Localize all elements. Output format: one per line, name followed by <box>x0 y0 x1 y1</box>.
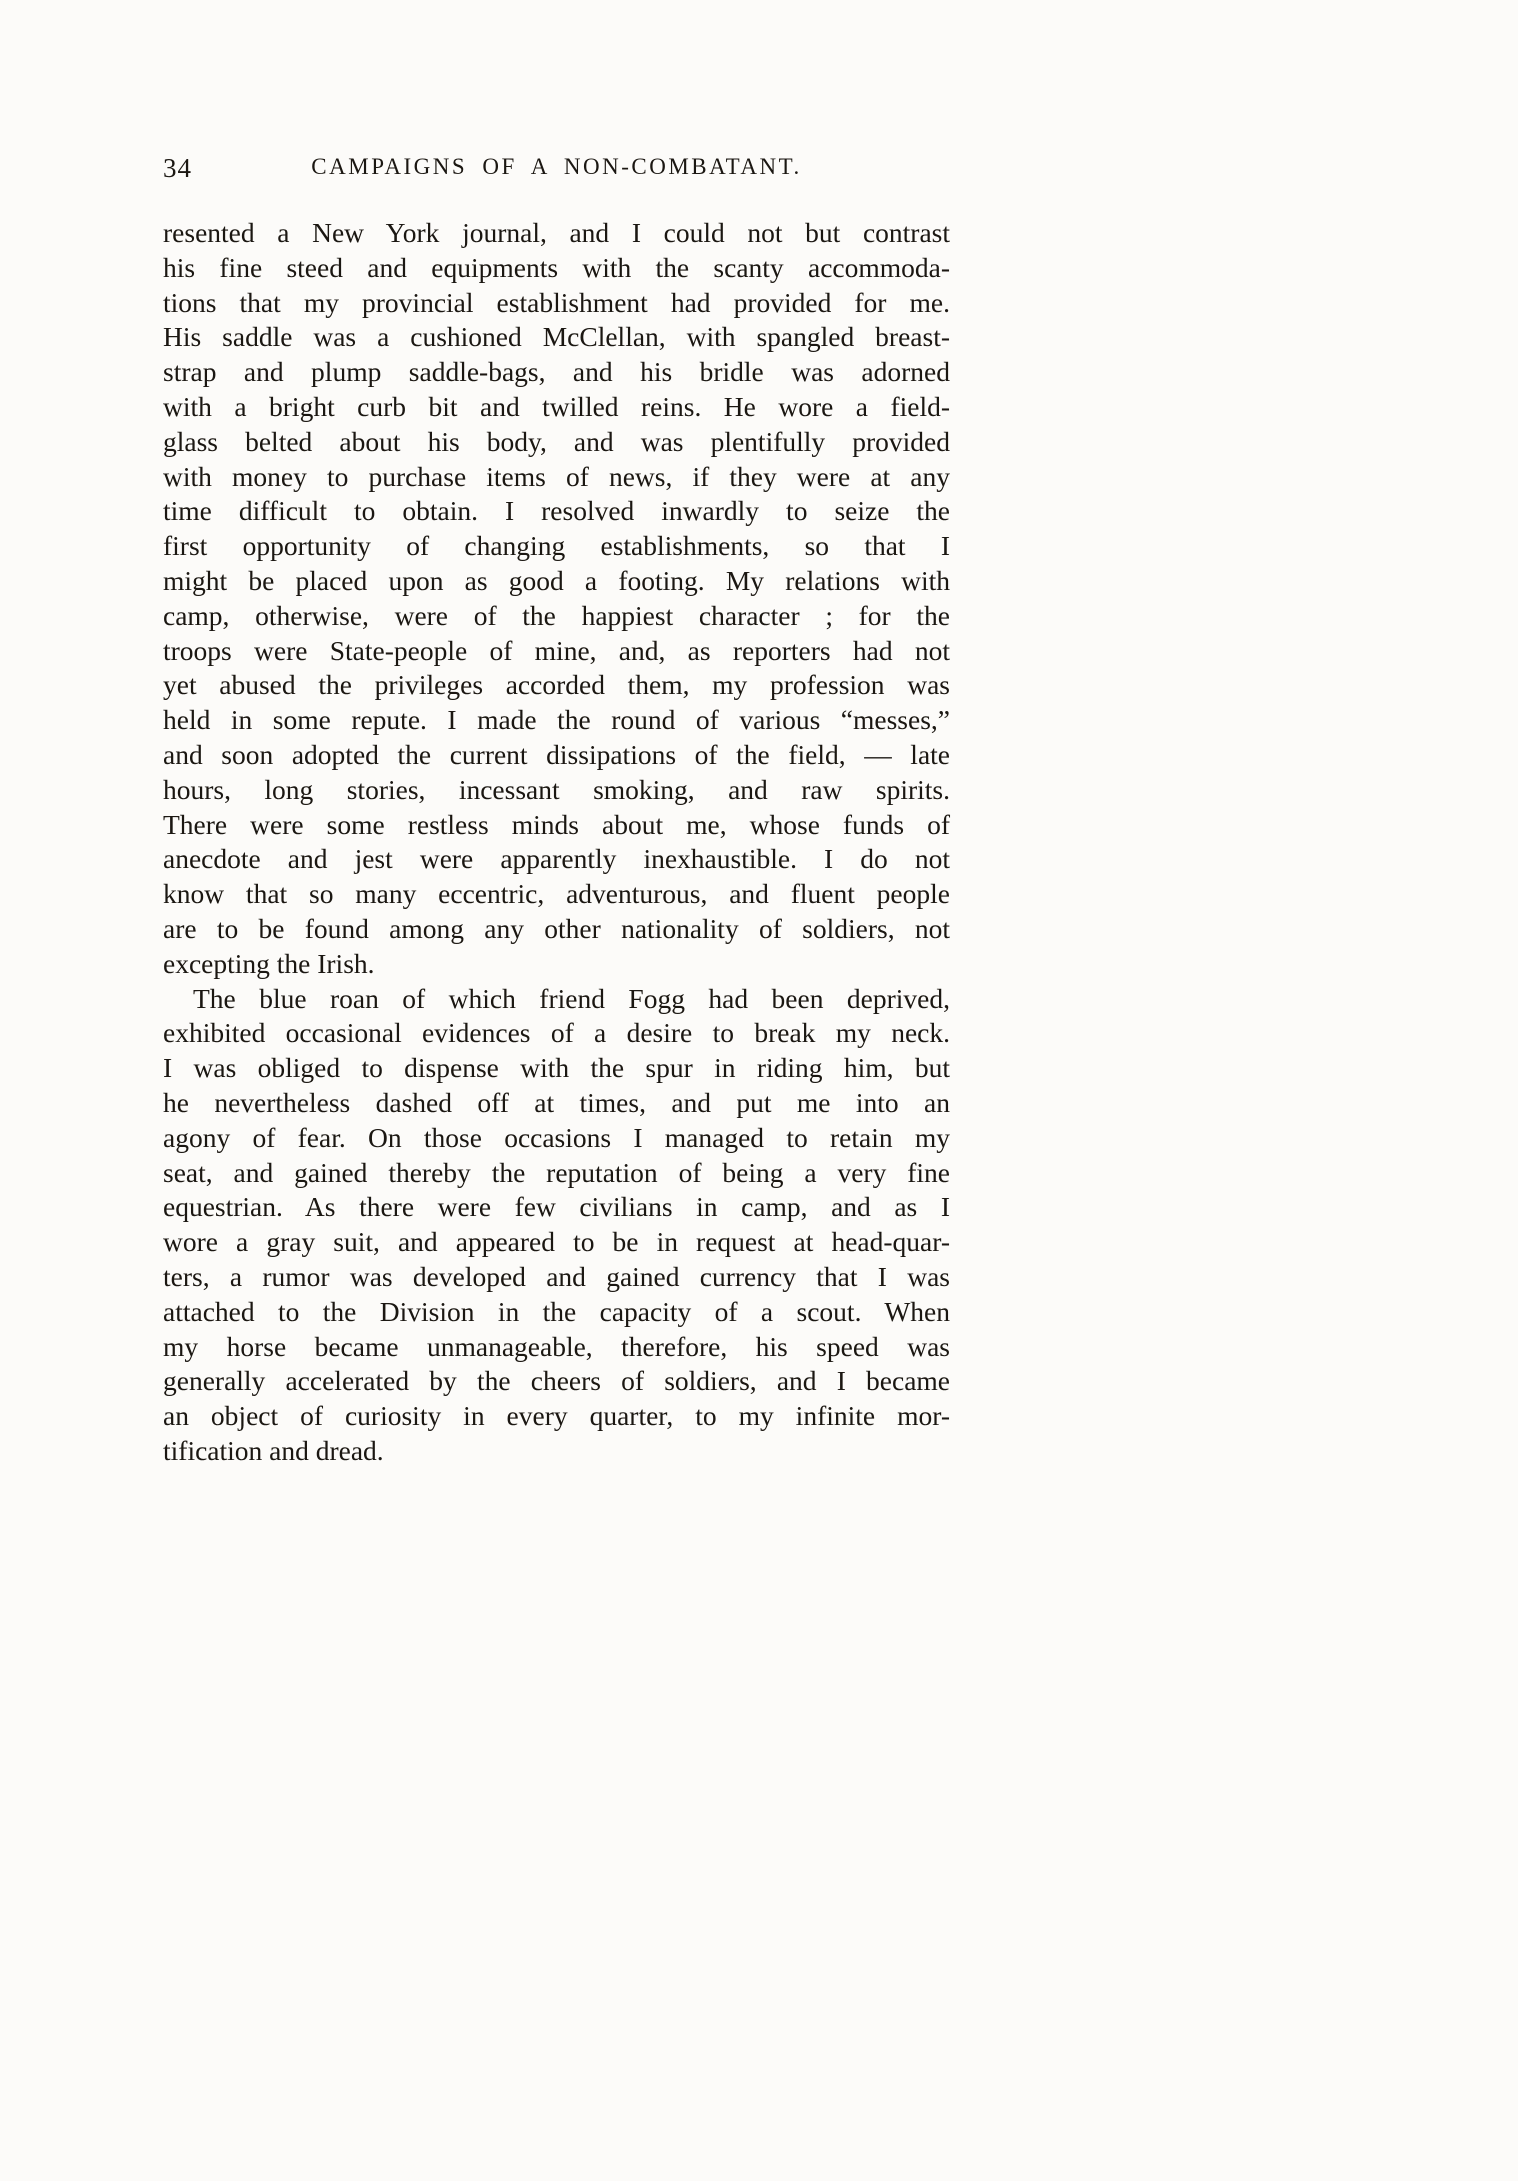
text-line: The blue roan of which friend Fogg had been deprived, <box>193 982 950 1014</box>
page-header <box>163 150 950 186</box>
text-line: There were some restless minds about me, whose funds of <box>163 808 950 840</box>
text-line: wore a gray suit, and appeared to be in request at head-quar- <box>163 1226 950 1258</box>
text-line: strap and plump saddle-bags, and his bridle was adorned <box>163 356 950 388</box>
text-line: time difficult to obtain. I resolved inwardly to seize the <box>163 495 950 527</box>
text-line: tification and dread. <box>163 1434 384 1466</box>
text-line: I was obliged to dispense with the spur in riding him, but <box>163 1052 950 1084</box>
text-line: he nevertheless dashed off at times, and put me into an <box>163 1086 950 1118</box>
text-line: glass belted about his body, and was plentifully provided <box>163 425 950 457</box>
text-line: agony of fear. On those occasions I managed to retain my <box>163 1121 950 1153</box>
running-title: CAMPAIGNS OF A NON-COMBATANT. <box>311 154 802 179</box>
text-line: his fine steed and equipments with the scanty accommoda- <box>163 251 950 283</box>
text-line: held in some repute. I made the round of various “messes,” <box>163 704 950 736</box>
text-line: seat, and gained thereby the reputation of being a very fine <box>163 1156 950 1188</box>
page-body <box>163 216 950 1469</box>
text-line: camp, otherwise, were of the happiest character ; for the <box>163 599 950 631</box>
text-line: an object of curiosity in every quarter, to my infinite mor- <box>163 1400 950 1432</box>
text-line: exhibited occasional evidences of a desire to break my neck. <box>163 1017 950 1049</box>
text-line: and soon adopted the current dissipations of the field, — late <box>163 738 950 770</box>
text-line: with money to purchase items of news, if they were at any <box>163 460 950 492</box>
text-line: excepting the Irish. <box>163 947 375 979</box>
text-line: resented a New York journal, and I could not but contrast <box>163 217 950 248</box>
text-line: generally accelerated by the cheers of soldiers, and I became <box>163 1365 950 1397</box>
text-line: ters, a rumor was developed and gained currency that I was <box>163 1260 950 1292</box>
text-line: are to be found among any other nationality of soldiers, not <box>163 912 950 944</box>
text-line: might be placed upon as good a footing. My relations with <box>163 564 950 596</box>
text-line: hours, long stories, incessant smoking, and raw spirits. <box>163 773 950 805</box>
text-line: know that so many eccentric, adventurous, and fluent people <box>163 878 950 910</box>
text-line: anecdote and jest were apparently inexhaustible. I do not <box>163 843 950 875</box>
page-number: 34 <box>163 153 192 183</box>
text-line: first opportunity of changing establishments, so that I <box>163 530 950 562</box>
text-line: yet abused the privileges accorded them, my profession was <box>163 669 950 701</box>
text-line: His saddle was a cushioned McClellan, with spangled breast- <box>163 321 950 353</box>
text-line: equestrian. As there were few civilians in camp, and as I <box>163 1191 950 1223</box>
text-line: troops were State-people of mine, and, as reporters had not <box>163 634 950 666</box>
text-line: my horse became unmanageable, therefore, his speed was <box>163 1330 950 1362</box>
text-line: with a bright curb bit and twilled reins. He wore a field- <box>163 390 950 422</box>
text-line: tions that my provincial establishment had provided for me. <box>163 286 950 318</box>
text-line: attached to the Division in the capacity of a scout. When <box>163 1295 950 1327</box>
